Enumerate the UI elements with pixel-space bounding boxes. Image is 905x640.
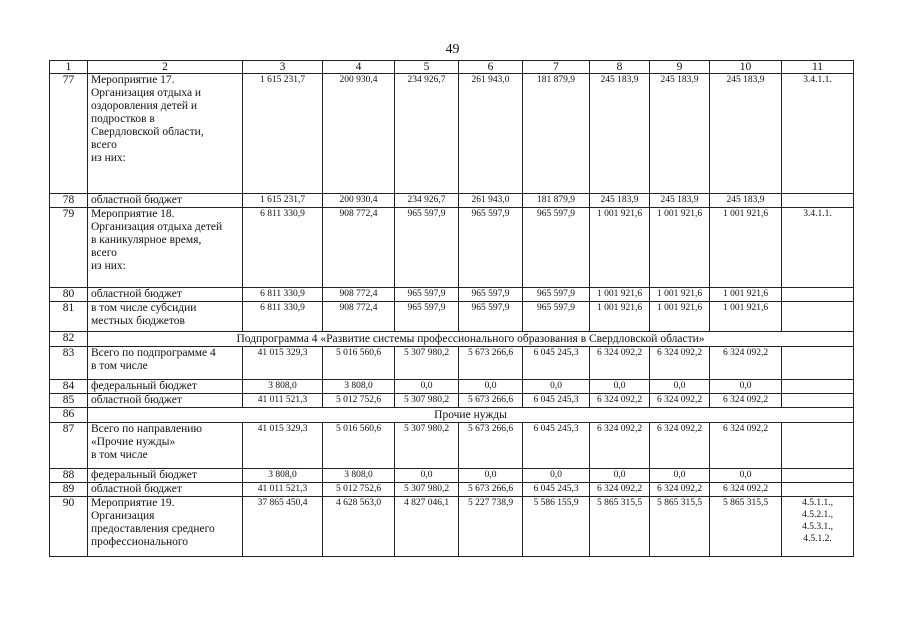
value-cell: 5 673 266,6: [459, 394, 523, 408]
row-label: Всего по подпрограмме 4 в том числе: [88, 347, 243, 380]
value-cell: 965 597,9: [459, 288, 523, 302]
table-row: [50, 408, 854, 423]
value-cell: 6 045 245,3: [523, 483, 590, 497]
column-header: 1: [50, 61, 88, 74]
value-cell: 0,0: [395, 380, 459, 394]
row-number: 89: [50, 483, 88, 497]
value-cell: 234 926,7: [395, 74, 459, 194]
value-cell: 1 001 921,6: [710, 288, 782, 302]
section-title: Прочие нужды: [88, 408, 854, 423]
value-cell: 5 673 266,6: [459, 483, 523, 497]
value-cell: 1 001 921,6: [590, 302, 650, 332]
column-header: 11: [782, 61, 854, 74]
table-row: [50, 423, 854, 469]
column-header: 7: [523, 61, 590, 74]
table-row: [50, 497, 854, 557]
value-cell: 6 045 245,3: [523, 347, 590, 380]
value-cell: 6 324 092,2: [710, 483, 782, 497]
row-label: областной бюджет: [88, 288, 243, 302]
value-cell: 6 324 092,2: [650, 394, 710, 408]
value-cell: 245 183,9: [650, 74, 710, 194]
value-cell: 200 930,4: [323, 194, 395, 208]
value-cell: 6 324 092,2: [710, 423, 782, 469]
row-number: 81: [50, 302, 88, 332]
table-row: [50, 288, 854, 302]
value-cell: 6 324 092,2: [710, 347, 782, 380]
row-label: Мероприятие 17. Организация отдыха и оздоровления детей и подростков в Свердловской области, всего из них:: [88, 74, 243, 194]
value-cell: 0,0: [710, 469, 782, 483]
value-cell: 41 011 521,3: [243, 394, 323, 408]
value-cell: 1 615 231,7: [243, 194, 323, 208]
value-cell: 6 324 092,2: [710, 394, 782, 408]
target-code: [782, 347, 854, 380]
value-cell: 908 772,4: [323, 302, 395, 332]
target-code: [782, 394, 854, 408]
value-cell: 5 016 560,6: [323, 423, 395, 469]
column-header: 4: [323, 61, 395, 74]
value-cell: 965 597,9: [459, 208, 523, 288]
value-cell: 200 930,4: [323, 74, 395, 194]
target-code: [782, 423, 854, 469]
target-code: [782, 469, 854, 483]
table-row: [50, 302, 854, 332]
value-cell: 5 673 266,6: [459, 423, 523, 469]
value-cell: 261 943,0: [459, 194, 523, 208]
target-code: [782, 483, 854, 497]
row-label: Мероприятие 19. Организация предоставления среднего профессионального: [88, 497, 243, 557]
value-cell: 4 628 563,0: [323, 497, 395, 557]
value-cell: 908 772,4: [323, 288, 395, 302]
value-cell: 37 865 450,4: [243, 497, 323, 557]
target-code: [782, 380, 854, 394]
column-header: 8: [590, 61, 650, 74]
value-cell: 6 045 245,3: [523, 423, 590, 469]
value-cell: 181 879,9: [523, 194, 590, 208]
value-cell: 1 001 921,6: [710, 302, 782, 332]
value-cell: 41 011 521,3: [243, 483, 323, 497]
target-code: [782, 288, 854, 302]
value-cell: 5 586 155,9: [523, 497, 590, 557]
value-cell: 0,0: [459, 380, 523, 394]
row-number: 84: [50, 380, 88, 394]
value-cell: 6 324 092,2: [590, 483, 650, 497]
target-code: [782, 194, 854, 208]
value-cell: 3 808,0: [243, 380, 323, 394]
value-cell: 5 865 315,5: [650, 497, 710, 557]
row-number: 80: [50, 288, 88, 302]
column-header: 3: [243, 61, 323, 74]
value-cell: 5 307 980,2: [395, 347, 459, 380]
value-cell: 965 597,9: [523, 288, 590, 302]
value-cell: 965 597,9: [523, 208, 590, 288]
value-cell: 5 012 752,6: [323, 394, 395, 408]
value-cell: 5 673 266,6: [459, 347, 523, 380]
table-row: [50, 74, 854, 194]
value-cell: 3 808,0: [323, 380, 395, 394]
table-row: [50, 469, 854, 483]
value-cell: 245 183,9: [710, 74, 782, 194]
value-cell: 6 324 092,2: [590, 394, 650, 408]
row-label: областной бюджет: [88, 194, 243, 208]
value-cell: 5 307 980,2: [395, 394, 459, 408]
table-row: [50, 380, 854, 394]
value-cell: 6 324 092,2: [650, 483, 710, 497]
value-cell: 245 183,9: [590, 194, 650, 208]
value-cell: 5 865 315,5: [710, 497, 782, 557]
value-cell: 908 772,4: [323, 208, 395, 288]
value-cell: 234 926,7: [395, 194, 459, 208]
target-code: 4.5.1.1., 4.5.2.1., 4.5.3.1., 4.5.1.2.: [782, 497, 854, 557]
row-label: федеральный бюджет: [88, 380, 243, 394]
column-header: 5: [395, 61, 459, 74]
row-label: в том числе субсидии местных бюджетов: [88, 302, 243, 332]
value-cell: 41 015 329,3: [243, 423, 323, 469]
value-cell: 245 183,9: [590, 74, 650, 194]
row-label: Мероприятие 18. Организация отдыха детей в каникулярное время, всего из них:: [88, 208, 243, 288]
value-cell: 6 324 092,2: [590, 423, 650, 469]
value-cell: 0,0: [395, 469, 459, 483]
value-cell: 3 808,0: [243, 469, 323, 483]
value-cell: 245 183,9: [650, 194, 710, 208]
value-cell: 1 615 231,7: [243, 74, 323, 194]
value-cell: 41 015 329,3: [243, 347, 323, 380]
table-row: [50, 394, 854, 408]
value-cell: 965 597,9: [395, 302, 459, 332]
budget-table: [49, 60, 854, 557]
table-row: [50, 332, 854, 347]
row-label: Всего по направлению «Прочие нужды» в том числе: [88, 423, 243, 469]
table-header-row: [50, 61, 854, 74]
value-cell: 5 227 738,9: [459, 497, 523, 557]
value-cell: 1 001 921,6: [650, 302, 710, 332]
value-cell: 0,0: [459, 469, 523, 483]
section-title: Подпрограмма 4 «Развитие системы профессионального образования в Свердловской области»: [88, 332, 854, 347]
value-cell: 1 001 921,6: [650, 288, 710, 302]
value-cell: 3 808,0: [323, 469, 395, 483]
row-label: областной бюджет: [88, 394, 243, 408]
target-code: 3.4.1.1.: [782, 74, 854, 194]
row-number: 85: [50, 394, 88, 408]
row-label: областной бюджет: [88, 483, 243, 497]
target-code: [782, 302, 854, 332]
value-cell: 0,0: [590, 380, 650, 394]
column-header: 6: [459, 61, 523, 74]
value-cell: 6 811 330,9: [243, 302, 323, 332]
value-cell: 1 001 921,6: [710, 208, 782, 288]
value-cell: 965 597,9: [395, 208, 459, 288]
page-number: 49: [445, 42, 460, 57]
value-cell: 181 879,9: [523, 74, 590, 194]
value-cell: 965 597,9: [523, 302, 590, 332]
value-cell: 5 012 752,6: [323, 483, 395, 497]
table-row: [50, 194, 854, 208]
value-cell: 0,0: [590, 469, 650, 483]
table-row: [50, 347, 854, 380]
row-number: 86: [50, 408, 88, 423]
value-cell: 0,0: [523, 380, 590, 394]
value-cell: 965 597,9: [395, 288, 459, 302]
column-header: 10: [710, 61, 782, 74]
value-cell: 6 324 092,2: [650, 423, 710, 469]
value-cell: 1 001 921,6: [590, 288, 650, 302]
column-header: 9: [650, 61, 710, 74]
value-cell: 6 811 330,9: [243, 208, 323, 288]
table-row: [50, 208, 854, 288]
target-code: 3.4.1.1.: [782, 208, 854, 288]
value-cell: 261 943,0: [459, 74, 523, 194]
row-number: 78: [50, 194, 88, 208]
row-number: 87: [50, 423, 88, 469]
row-label: федеральный бюджет: [88, 469, 243, 483]
value-cell: 5 307 980,2: [395, 423, 459, 469]
column-header: 2: [88, 61, 243, 74]
row-number: 83: [50, 347, 88, 380]
value-cell: 1 001 921,6: [650, 208, 710, 288]
value-cell: 6 045 245,3: [523, 394, 590, 408]
row-number: 82: [50, 332, 88, 347]
value-cell: 5 307 980,2: [395, 483, 459, 497]
row-number: 88: [50, 469, 88, 483]
table-row: [50, 483, 854, 497]
value-cell: 245 183,9: [710, 194, 782, 208]
row-number: 90: [50, 497, 88, 557]
value-cell: 965 597,9: [459, 302, 523, 332]
value-cell: 1 001 921,6: [590, 208, 650, 288]
row-number: 77: [50, 74, 88, 194]
value-cell: 0,0: [650, 380, 710, 394]
value-cell: 0,0: [650, 469, 710, 483]
row-number: 79: [50, 208, 88, 288]
value-cell: 0,0: [710, 380, 782, 394]
value-cell: 5 865 315,5: [590, 497, 650, 557]
value-cell: 6 811 330,9: [243, 288, 323, 302]
value-cell: 4 827 046,1: [395, 497, 459, 557]
value-cell: 6 324 092,2: [590, 347, 650, 380]
value-cell: 5 016 560,6: [323, 347, 395, 380]
value-cell: 6 324 092,2: [650, 347, 710, 380]
value-cell: 0,0: [523, 469, 590, 483]
